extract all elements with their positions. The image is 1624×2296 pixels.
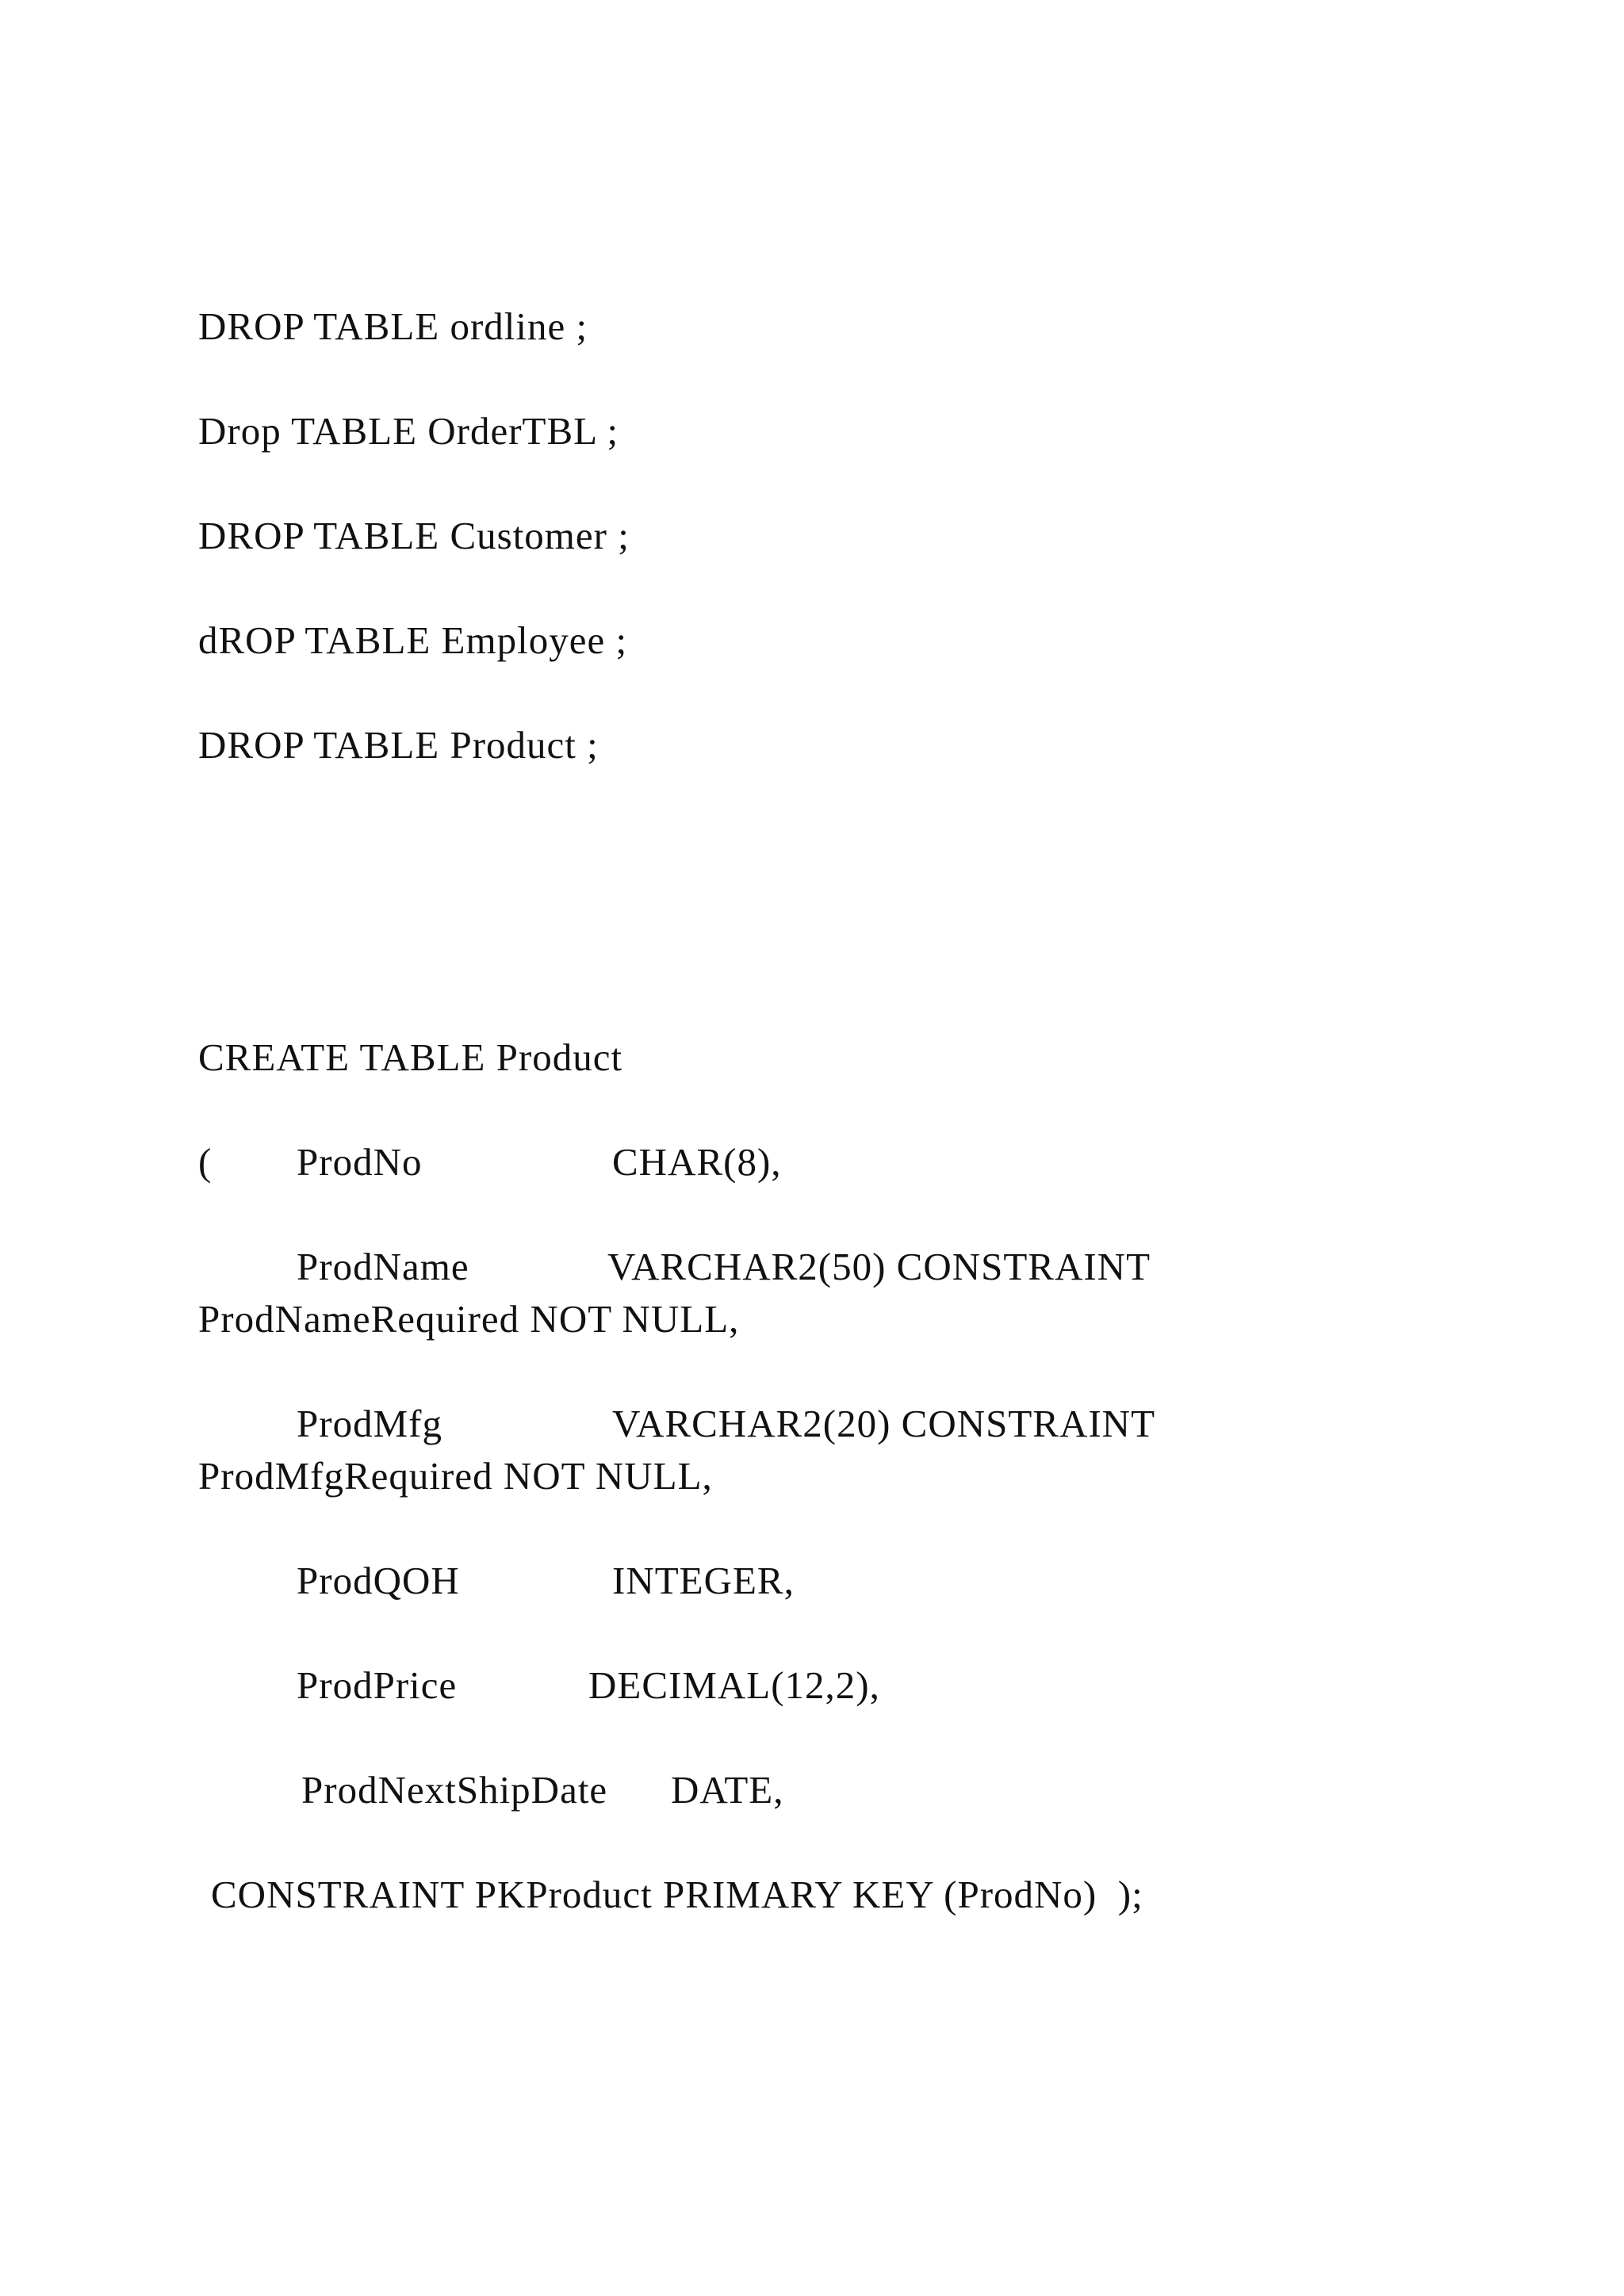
drop-customer-line: DROP TABLE Customer ; — [198, 514, 630, 557]
col-prodmfg-constraint: ProdMfgRequired NOT NULL, — [198, 1454, 713, 1498]
create-table-header: CREATE TABLE Product — [198, 1035, 623, 1079]
col-prodname-constraint: ProdNameRequired NOT NULL, — [198, 1297, 740, 1341]
drop-employee-line: dROP TABLE Employee ; — [198, 618, 628, 662]
drop-ordertbl-line: Drop TABLE OrderTBL ; — [198, 409, 619, 453]
col-prodmfg-name: ProdMfg — [297, 1402, 442, 1445]
col-prodname-type: VARCHAR2(50) CONSTRAINT — [607, 1245, 1151, 1288]
drop-ordline-line: DROP TABLE ordline ; — [198, 304, 588, 348]
col-prodprice-name: ProdPrice — [297, 1663, 458, 1707]
col-prodqoh-name: ProdQOH — [297, 1559, 460, 1602]
col-prodno-name: ProdNo — [297, 1140, 423, 1184]
col-prodprice-type: DECIMAL(12,2), — [588, 1663, 880, 1707]
col-prodnextshipdate-type: DATE, — [671, 1768, 784, 1812]
col-prodnextshipdate-name: ProdNextShipDate — [301, 1768, 608, 1812]
open-paren: ( — [198, 1140, 213, 1184]
col-prodmfg-type: VARCHAR2(20) CONSTRAINT — [612, 1402, 1156, 1445]
drop-product-line: DROP TABLE Product ; — [198, 723, 599, 767]
col-prodno-type: CHAR(8), — [612, 1140, 782, 1184]
col-prodqoh-type: INTEGER, — [612, 1559, 795, 1602]
col-prodname-name: ProdName — [297, 1245, 469, 1288]
primary-key-constraint-line: CONSTRAINT PKProduct PRIMARY KEY (ProdNo) ); — [211, 1873, 1143, 1916]
